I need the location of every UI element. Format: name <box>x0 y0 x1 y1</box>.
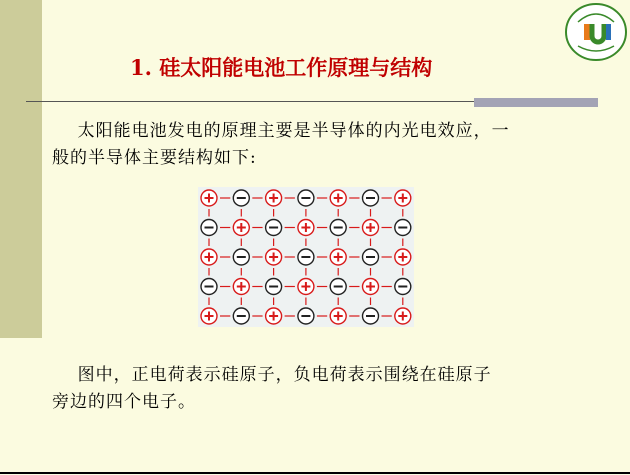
positive-charge <box>201 308 217 324</box>
intro-paragraph: 太阳能电池发电的原理主要是半导体的内光电效应，一 般的半导体主要结构如下: <box>52 121 510 168</box>
negative-charge <box>395 220 411 236</box>
positive-charge <box>201 190 217 206</box>
negative-charge <box>298 190 314 206</box>
negative-charge <box>298 249 314 265</box>
negative-charge <box>233 190 249 206</box>
positive-charge <box>330 249 346 265</box>
negative-charge <box>395 279 411 295</box>
positive-charge <box>363 279 379 295</box>
negative-charge <box>266 279 282 295</box>
negative-charge <box>363 308 379 324</box>
negative-charge <box>330 279 346 295</box>
bottom-border <box>0 472 630 474</box>
positive-charge <box>233 220 249 236</box>
university-logo-icon <box>564 2 628 62</box>
negative-charge <box>330 220 346 236</box>
positive-charge <box>330 190 346 206</box>
positive-charge <box>201 249 217 265</box>
positive-charge <box>395 249 411 265</box>
positive-charge <box>233 279 249 295</box>
positive-charge <box>266 308 282 324</box>
negative-charge <box>201 220 217 236</box>
left-accent-bar <box>0 0 42 338</box>
positive-charge <box>395 308 411 324</box>
positive-charge <box>266 249 282 265</box>
positive-charge <box>395 190 411 206</box>
positive-charge <box>298 220 314 236</box>
explanation-paragraph: 图中，正电荷表示硅原子，负电荷表示围绕在硅原子 旁边的四个电子。 <box>52 365 492 412</box>
positive-charge <box>363 220 379 236</box>
negative-charge <box>233 249 249 265</box>
silicon-lattice-diagram <box>198 187 414 327</box>
title-divider-bar <box>474 98 598 107</box>
negative-charge <box>201 279 217 295</box>
negative-charge <box>233 308 249 324</box>
positive-charge <box>298 279 314 295</box>
negative-charge <box>363 249 379 265</box>
slide-title: 1. 硅太阳能电池工作原理与结构 <box>130 55 433 80</box>
positive-charge <box>266 190 282 206</box>
negative-charge <box>266 220 282 236</box>
negative-charge <box>298 308 314 324</box>
negative-charge <box>363 190 379 206</box>
positive-charge <box>330 308 346 324</box>
